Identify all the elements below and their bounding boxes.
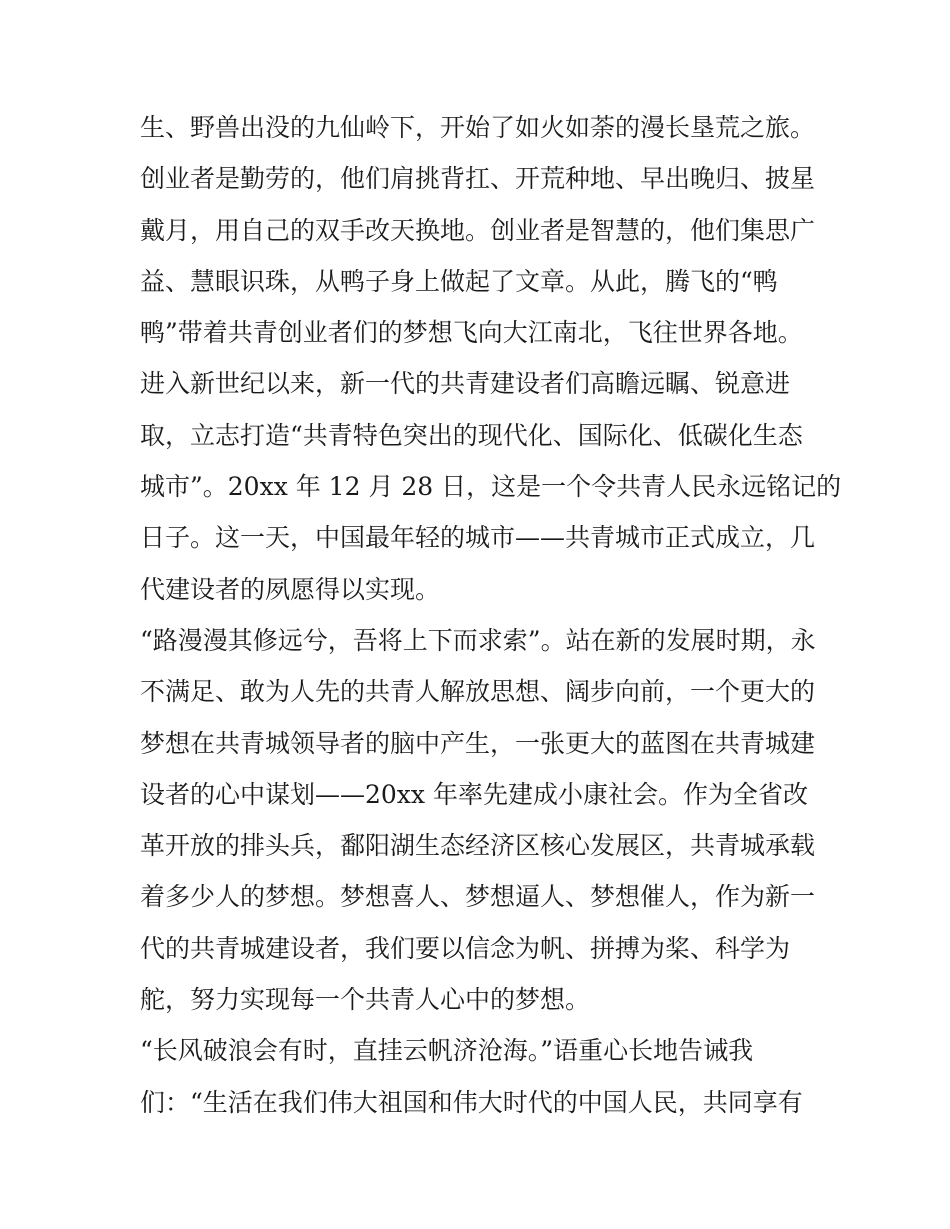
text-line: 生、野兽出没的九仙岭下，开始了如火如荼的漫长垦荒之旅。 [140,113,816,142]
text-line: 代建设者的夙愿得以实现。 [140,574,441,604]
text-line: “长风破浪会有时，直挂云帆济沧海。”语重心长地告诫我 [140,1036,754,1066]
text-line: 日子。这一天，中国最年轻的城市——共青城市正式成立，几 [140,523,816,553]
text-line: 代的共青城建设者，我们要以信念为帆、拼搏为桨、科学为 [140,933,791,963]
text-line: 着多少人的梦想。梦想喜人、梦想逼人、梦想催人，作为新一 [140,882,816,912]
text-line: 取，立志打造“共青特色突出的现代化、国际化、低碳化生态 [140,420,803,450]
text-line: 设者的心中谋划——20xx 年率先建成小康社会。作为全省改 [140,779,808,809]
text-line: 们：“生活在我们伟大祖国和伟大时代的中国人民，共同享有 [140,1087,803,1117]
text-line: 戴月，用自己的双手改天换地。创业者是智慧的，他们集思广 [140,215,816,245]
text-line: 进入新世纪以来，新一代的共青建设者们高瞻远瞩、锐意进 [140,369,791,399]
document-body [140,102,842,1128]
text-line: 革开放的排头兵，鄱阳湖生态经济区核心发展区，共青城承载 [140,831,816,861]
text-line: 舵，努力实现每一个共青人心中的梦想。 [140,985,591,1015]
text-line: 不满足、敢为人先的共青人解放思想、阔步向前，一个更大的 [140,677,816,707]
text-line: 创业者是勤劳的，他们肩挑背扛、开荒种地、早出晚归、披星 [140,164,816,194]
text-line: 梦想在共青城领导者的脑中产生，一张更大的蓝图在共青城建 [140,728,816,758]
text-line: 益、慧眼识珠，从鸭子身上做起了文章。从此，腾飞的“鸭 [140,266,778,296]
text-line: 鸭”带着共青创业者们的梦想飞向大江南北，飞往世界各地。 [140,318,803,348]
text-line: “路漫漫其修远兮，吾将上下而求索”。站在新的发展时期，永 [140,625,816,655]
text-line: 城市”。20xx 年 12 月 28 日，这是一个令共青人民永远铭记的 [140,472,842,502]
